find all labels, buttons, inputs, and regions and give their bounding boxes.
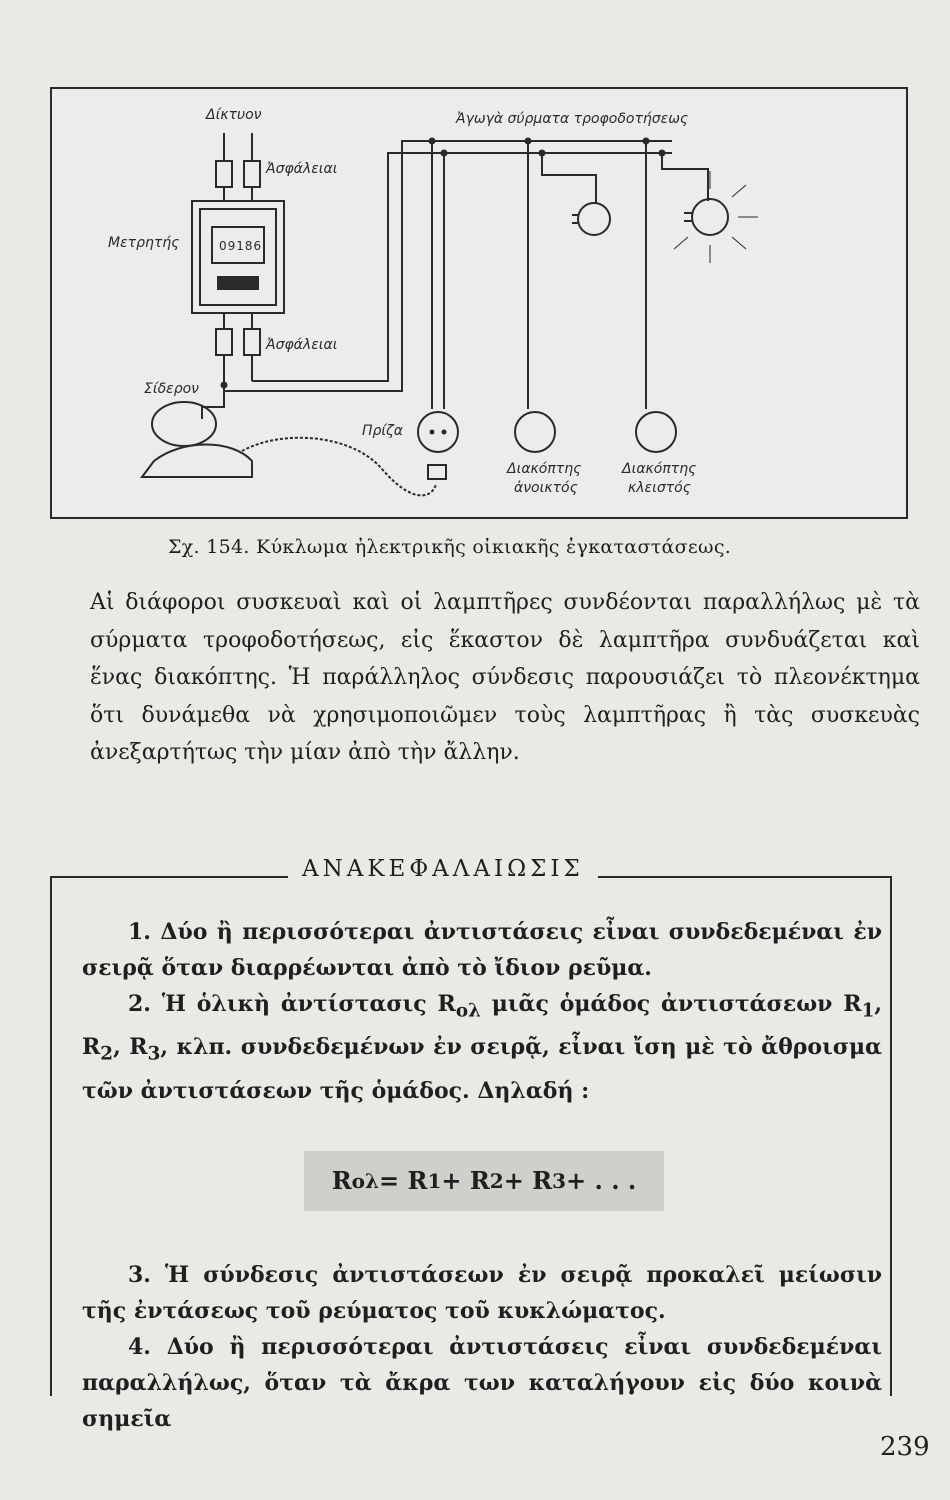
iron-handle (152, 402, 216, 446)
summary-item-2 (82, 986, 882, 1109)
label-switch-open-1: Διακόπτης (507, 461, 582, 477)
lamp-2 (692, 199, 728, 235)
circuit-diagram (52, 89, 910, 521)
summary-item-1: 1. Δύο ἢ περισσότεραι ἀντιστάσεις εἶναι συνδεδεμέναι ἐν σειρᾷ ὅταν διαρρέωνται ἀπὸ τὸ ἴδιον ρεῦμα. (82, 919, 882, 981)
label-supply-wires: Ἀγωγὰ σύρματα τροφοδοτήσεως (456, 111, 689, 127)
label-switch-closed-1: Διακόπτης (622, 461, 697, 477)
formula-t3-sub: 3 (552, 1168, 567, 1193)
formula-plus2: + R (503, 1165, 553, 1195)
supply-wire-a (224, 141, 672, 391)
formula-tail: + . . . (566, 1165, 637, 1195)
formula-eq: = R (379, 1165, 428, 1195)
socket-outlet (418, 412, 458, 452)
label-meter: Μετρητής (108, 235, 180, 251)
figure-caption: Σχ. 154. Κύκλωμα ἠλεκτρικῆς οἰκιακῆς ἐγκαταστάσεως. (168, 536, 732, 558)
lamp-1 (578, 203, 610, 235)
iron-cord (242, 438, 436, 496)
summary-item-4: 4. Δύο ἢ περισσότεραι ἀντιστάσεις εἶναι συνδεδεμέναι παραλλήλως, ὅταν τὰ ἄκρα των καταλήγουν εἰς δύο κοινὰ σημεῖα (82, 1333, 882, 1432)
item2-sub-1: 1 (861, 1000, 875, 1022)
label-network: Δίκτυον (206, 107, 262, 123)
meter-box (192, 201, 284, 313)
formula-plus1: + R (441, 1165, 490, 1195)
plug (428, 465, 446, 479)
formula-t2-sub: 2 (489, 1168, 504, 1193)
formula-block (304, 1151, 664, 1211)
item2-part-b: μιᾶς ὁμάδος ἀντιστάσεων R (480, 991, 862, 1017)
summary-item-3: 3. Ἡ σύνδεσις ἀντιστάσεων ἐν σειρᾷ προκαλεῖ μείωσιν τῆς ἐντάσεως τοῦ ρεύματος τοῦ κυκλώματος. (82, 1261, 882, 1324)
switch-open (515, 412, 555, 452)
iron (142, 445, 252, 478)
formula-lhs-sub: ολ (351, 1168, 380, 1193)
label-switch-closed-2: κλειστός (628, 480, 691, 496)
fuse-bottom-2 (244, 329, 260, 355)
item2-sub-3: 3 (147, 1043, 161, 1065)
page-number: 239 (880, 1432, 930, 1462)
fuse-top-1 (216, 161, 232, 187)
switch-closed (636, 412, 676, 452)
formula-t1-sub: 1 (427, 1168, 442, 1193)
label-socket: Πρίζα (362, 423, 403, 439)
meter-reading: 09186 (219, 239, 263, 253)
item2-sub-2: 2 (100, 1043, 114, 1065)
item2-sub-ol: ολ (455, 1000, 481, 1022)
summary-box (50, 856, 892, 1432)
fuse-bottom-1 (216, 329, 232, 355)
formula-lhs: R (331, 1165, 352, 1195)
fuse-top-2 (244, 161, 260, 187)
body-paragraph: Αἱ διάφοροι συσκευαὶ καὶ οἱ λαμπτῆρες συνδέονται παραλλήλως μὲ τὰ σύρματα τροφοδοτήσεως, εἰς ἕκαστον δὲ λαμπτῆρα συνδυάζεται καὶ ἕνας διακόπτης. Ἡ παράλληλος σύνδεσις παρουσιάζει τὸ πλεονέκτημα ὅτι δυνάμεθα νὰ χρησιμοποιῶμεν τοὺς λαμπτῆρας ἢ τὰς συσκευὰς ἀνεξαρτήτως τὴν μίαν ἀπὸ τὴν ἄλλην. (90, 590, 920, 765)
light-rays (674, 171, 758, 263)
label-iron: Σίδερον (144, 381, 199, 397)
summary-title: ΑΝΑΚΕΦΑΛΑΙΩΣΙΣ (288, 856, 598, 882)
summary-content (82, 914, 882, 1437)
label-fuses-top: Ἀσφάλειαι (266, 161, 338, 177)
item2-part-e: , κλπ. συνδεδεμένων ἐν σειρᾷ, εἶναι ἴση μὲ τὸ ἄθροισμα τῶν ἀντιστάσεων τῆς ὁμάδος. Δηλαδή : (82, 1034, 882, 1104)
label-switch-open-2: ἀνοικτός (514, 480, 578, 496)
item2-part-c: , R (82, 991, 882, 1061)
item2-part-a: 2. Ἡ ὁλικὴ ἀντίστασις R (128, 991, 456, 1017)
label-fuses-bottom: Ἀσφάλειαι (266, 337, 338, 353)
item2-part-d: , R (113, 1034, 148, 1061)
circuit-figure (50, 87, 908, 519)
body-paragraph-container (90, 584, 920, 772)
